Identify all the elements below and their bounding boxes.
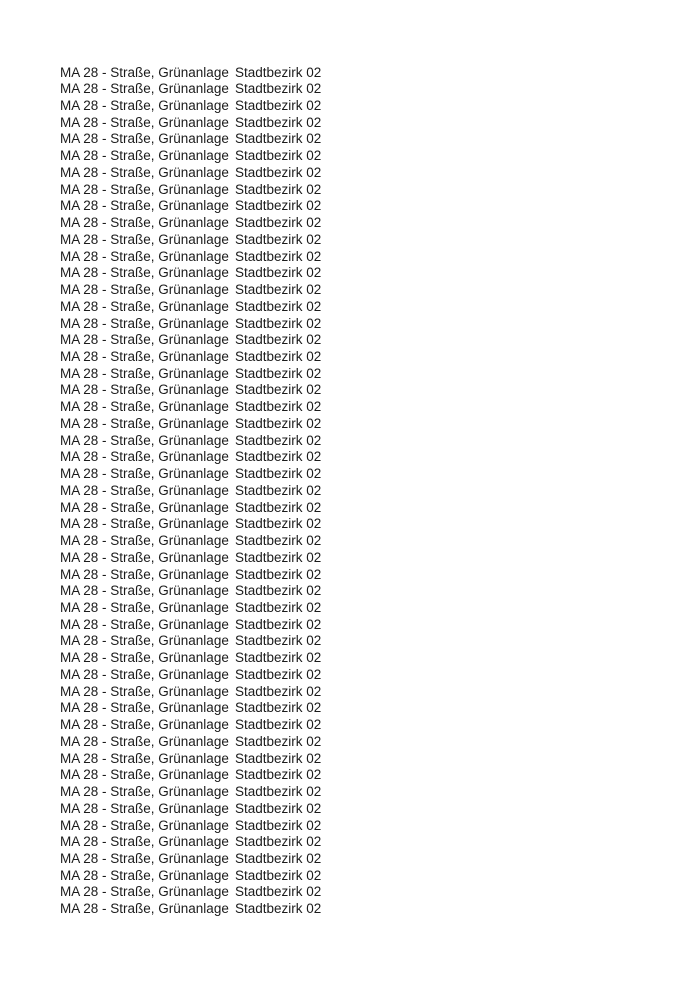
- department-category-cell: MA 28 - Straße, Grünanlage: [60, 415, 229, 431]
- table-row: [60, 567, 321, 584]
- district-cell: Stadtbezirk 02: [235, 901, 322, 917]
- district-cell: Stadtbezirk 02: [235, 583, 322, 599]
- district-cell: Stadtbezirk 02: [235, 834, 322, 850]
- table-row: [60, 382, 321, 399]
- district-cell: Stadtbezirk 02: [235, 566, 322, 582]
- district-cell: Stadtbezirk 02: [235, 884, 322, 900]
- department-category-cell: MA 28 - Straße, Grünanlage: [60, 884, 229, 900]
- district-cell: Stadtbezirk 02: [235, 432, 322, 448]
- district-cell: Stadtbezirk 02: [235, 64, 322, 80]
- table-row: [60, 299, 321, 316]
- table-row: [60, 784, 321, 801]
- table-row: [60, 215, 321, 232]
- table-row: [60, 650, 321, 667]
- table-row: [60, 349, 321, 366]
- department-category-cell: MA 28 - Straße, Grünanlage: [60, 566, 229, 582]
- district-cell: Stadtbezirk 02: [235, 616, 322, 632]
- department-category-cell: MA 28 - Straße, Grünanlage: [60, 817, 229, 833]
- district-cell: Stadtbezirk 02: [235, 164, 322, 180]
- district-cell: Stadtbezirk 02: [235, 332, 322, 348]
- department-category-cell: MA 28 - Straße, Grünanlage: [60, 750, 229, 766]
- table-row: [60, 232, 321, 249]
- table-row: [60, 466, 321, 483]
- district-cell: Stadtbezirk 02: [235, 198, 322, 214]
- table-row: [60, 583, 321, 600]
- table-row: [60, 366, 321, 383]
- table-row: [60, 449, 321, 466]
- department-category-cell: MA 28 - Straße, Grünanlage: [60, 583, 229, 599]
- department-category-cell: MA 28 - Straße, Grünanlage: [60, 499, 229, 515]
- district-cell: Stadtbezirk 02: [235, 298, 322, 314]
- district-cell: Stadtbezirk 02: [235, 499, 322, 515]
- department-category-cell: MA 28 - Straße, Grünanlage: [60, 282, 229, 298]
- table-row: [60, 516, 321, 533]
- table-row: [60, 751, 321, 768]
- district-cell: Stadtbezirk 02: [235, 265, 322, 281]
- table-row: [60, 600, 321, 617]
- table-row: [60, 148, 321, 165]
- department-category-cell: MA 28 - Straße, Grünanlage: [60, 516, 229, 532]
- district-cell: Stadtbezirk 02: [235, 650, 322, 666]
- table-row: [60, 884, 321, 901]
- department-category-cell: MA 28 - Straße, Grünanlage: [60, 97, 229, 113]
- table-row: [60, 818, 321, 835]
- table-row: [60, 65, 321, 82]
- table-row: [60, 198, 321, 215]
- department-category-cell: MA 28 - Straße, Grünanlage: [60, 131, 229, 147]
- table-row: [60, 165, 321, 182]
- department-category-cell: MA 28 - Straße, Grünanlage: [60, 382, 229, 398]
- district-cell: Stadtbezirk 02: [235, 81, 322, 97]
- district-cell: Stadtbezirk 02: [235, 449, 322, 465]
- department-category-cell: MA 28 - Straße, Grünanlage: [60, 348, 229, 364]
- district-cell: Stadtbezirk 02: [235, 348, 322, 364]
- department-category-cell: MA 28 - Straße, Grünanlage: [60, 399, 229, 415]
- table-row: [60, 734, 321, 751]
- table-row: [60, 684, 321, 701]
- department-category-cell: MA 28 - Straße, Grünanlage: [60, 181, 229, 197]
- table-row: [60, 433, 321, 450]
- department-category-cell: MA 28 - Straße, Grünanlage: [60, 901, 229, 917]
- street-greenspace-table: [60, 65, 321, 918]
- department-category-cell: MA 28 - Straße, Grünanlage: [60, 683, 229, 699]
- table-row: [60, 249, 321, 266]
- department-category-cell: MA 28 - Straße, Grünanlage: [60, 432, 229, 448]
- department-category-cell: MA 28 - Straße, Grünanlage: [60, 265, 229, 281]
- department-category-cell: MA 28 - Straße, Grünanlage: [60, 64, 229, 80]
- table-row: [60, 667, 321, 684]
- department-category-cell: MA 28 - Straße, Grünanlage: [60, 114, 229, 130]
- district-cell: Stadtbezirk 02: [235, 231, 322, 247]
- table-row: [60, 550, 321, 567]
- district-cell: Stadtbezirk 02: [235, 666, 322, 682]
- department-category-cell: MA 28 - Straße, Grünanlage: [60, 466, 229, 482]
- table-row: [60, 81, 321, 98]
- district-cell: Stadtbezirk 02: [235, 784, 322, 800]
- table-row: [60, 316, 321, 333]
- district-cell: Stadtbezirk 02: [235, 466, 322, 482]
- department-category-cell: MA 28 - Straße, Grünanlage: [60, 733, 229, 749]
- table-row: [60, 182, 321, 199]
- department-category-cell: MA 28 - Straße, Grünanlage: [60, 533, 229, 549]
- district-cell: Stadtbezirk 02: [235, 851, 322, 867]
- district-cell: Stadtbezirk 02: [235, 817, 322, 833]
- department-category-cell: MA 28 - Straße, Grünanlage: [60, 616, 229, 632]
- district-cell: Stadtbezirk 02: [235, 482, 322, 498]
- department-category-cell: MA 28 - Straße, Grünanlage: [60, 767, 229, 783]
- district-cell: Stadtbezirk 02: [235, 867, 322, 883]
- table-row: [60, 767, 321, 784]
- department-category-cell: MA 28 - Straße, Grünanlage: [60, 633, 229, 649]
- district-cell: Stadtbezirk 02: [235, 767, 322, 783]
- department-category-cell: MA 28 - Straße, Grünanlage: [60, 600, 229, 615]
- department-category-cell: MA 28 - Straße, Grünanlage: [60, 700, 229, 716]
- district-cell: Stadtbezirk 02: [235, 533, 322, 549]
- district-cell: Stadtbezirk 02: [235, 382, 322, 398]
- table-row: [60, 633, 321, 650]
- department-category-cell: MA 28 - Straße, Grünanlage: [60, 717, 229, 733]
- district-cell: Stadtbezirk 02: [235, 248, 322, 264]
- department-category-cell: MA 28 - Straße, Grünanlage: [60, 81, 229, 97]
- department-category-cell: MA 28 - Straße, Grünanlage: [60, 198, 229, 214]
- table-row: [60, 901, 321, 918]
- department-category-cell: MA 28 - Straße, Grünanlage: [60, 800, 229, 816]
- department-category-cell: MA 28 - Straße, Grünanlage: [60, 248, 229, 264]
- district-cell: Stadtbezirk 02: [235, 365, 322, 381]
- department-category-cell: MA 28 - Straße, Grünanlage: [60, 650, 229, 666]
- table-row: [60, 115, 321, 132]
- department-category-cell: MA 28 - Straße, Grünanlage: [60, 164, 229, 180]
- table-row: [60, 500, 321, 517]
- district-cell: Stadtbezirk 02: [235, 750, 322, 766]
- table-row: [60, 399, 321, 416]
- district-cell: Stadtbezirk 02: [235, 181, 322, 197]
- department-category-cell: MA 28 - Straße, Grünanlage: [60, 332, 229, 348]
- district-cell: Stadtbezirk 02: [235, 148, 322, 164]
- department-category-cell: MA 28 - Straße, Grünanlage: [60, 834, 229, 850]
- district-cell: Stadtbezirk 02: [235, 399, 322, 415]
- district-cell: Stadtbezirk 02: [235, 717, 322, 733]
- department-category-cell: MA 28 - Straße, Grünanlage: [60, 851, 229, 867]
- department-category-cell: MA 28 - Straße, Grünanlage: [60, 449, 229, 465]
- department-category-cell: MA 28 - Straße, Grünanlage: [60, 298, 229, 314]
- table-row: [60, 265, 321, 282]
- table-row: [60, 834, 321, 851]
- table-row: [60, 868, 321, 885]
- table-row: [60, 483, 321, 500]
- table-row: [60, 700, 321, 717]
- table-row: [60, 717, 321, 734]
- table-row: [60, 533, 321, 550]
- district-cell: Stadtbezirk 02: [235, 516, 322, 532]
- district-cell: Stadtbezirk 02: [235, 700, 322, 716]
- table-row: [60, 131, 321, 148]
- district-cell: Stadtbezirk 02: [235, 131, 322, 147]
- department-category-cell: MA 28 - Straße, Grünanlage: [60, 867, 229, 883]
- district-cell: Stadtbezirk 02: [235, 97, 322, 113]
- department-category-cell: MA 28 - Straße, Grünanlage: [60, 549, 229, 565]
- department-category-cell: MA 28 - Straße, Grünanlage: [60, 482, 229, 498]
- district-cell: Stadtbezirk 02: [235, 114, 322, 130]
- district-cell: Stadtbezirk 02: [235, 600, 322, 615]
- district-cell: Stadtbezirk 02: [235, 549, 322, 565]
- table-row: [60, 416, 321, 433]
- table-row: [60, 851, 321, 868]
- department-category-cell: MA 28 - Straße, Grünanlage: [60, 315, 229, 331]
- table-row: [60, 332, 321, 349]
- table-row: [60, 617, 321, 634]
- table-row: [60, 282, 321, 299]
- department-category-cell: MA 28 - Straße, Grünanlage: [60, 666, 229, 682]
- department-category-cell: MA 28 - Straße, Grünanlage: [60, 215, 229, 231]
- department-category-cell: MA 28 - Straße, Grünanlage: [60, 784, 229, 800]
- district-cell: Stadtbezirk 02: [235, 633, 322, 649]
- table-row: [60, 801, 321, 818]
- department-category-cell: MA 28 - Straße, Grünanlage: [60, 148, 229, 164]
- district-cell: Stadtbezirk 02: [235, 215, 322, 231]
- district-cell: Stadtbezirk 02: [235, 683, 322, 699]
- district-cell: Stadtbezirk 02: [235, 315, 322, 331]
- department-category-cell: MA 28 - Straße, Grünanlage: [60, 365, 229, 381]
- district-cell: Stadtbezirk 02: [235, 733, 322, 749]
- table-row: [60, 98, 321, 115]
- district-cell: Stadtbezirk 02: [235, 282, 322, 298]
- district-cell: Stadtbezirk 02: [235, 800, 322, 816]
- district-cell: Stadtbezirk 02: [235, 415, 322, 431]
- department-category-cell: MA 28 - Straße, Grünanlage: [60, 231, 229, 247]
